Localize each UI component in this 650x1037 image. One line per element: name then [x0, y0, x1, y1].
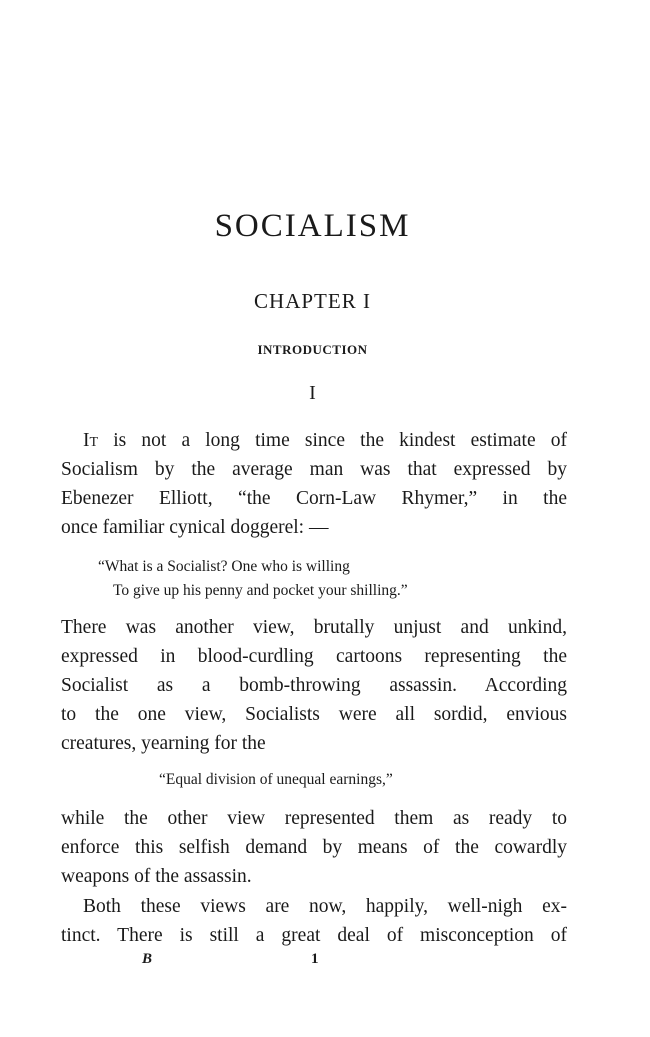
paragraph-line: weapons of the assassin.	[61, 866, 252, 887]
page-number: 1	[311, 951, 319, 967]
section-number: I	[309, 382, 316, 404]
paragraph-line: Both these views are now, happily, well-nigh ex-	[83, 896, 567, 917]
paragraph-line: expressed in blood-curdling cartoons representing the	[61, 646, 567, 667]
chapter-heading: CHAPTER I	[254, 289, 371, 313]
paragraph-line: tinct. There is still a great deal of misconception of	[61, 925, 567, 946]
verse-line: “What is a Socialist? One who is willing	[98, 558, 350, 575]
section-title: INTRODUCTION	[257, 342, 368, 357]
verse-line: To give up his penny and pocket your shilling.”	[113, 582, 408, 599]
paragraph-line: while the other view represented them as ready to	[61, 808, 567, 829]
paragraph-line: Socialism by the average man was that expressed by	[61, 459, 567, 480]
paragraph-1	[61, 426, 567, 542]
paragraph-3	[61, 804, 567, 891]
signature-mark: B	[142, 951, 153, 967]
page-footer	[0, 951, 650, 975]
book-title: SOCIALISM	[214, 208, 411, 244]
paragraph-line: creatures, yearning for the	[61, 733, 266, 754]
paragraph-line: Ebenezer Elliott, “the Corn-Law Rhymer,” in the	[61, 488, 567, 509]
paragraph-line: enforce this selfish demand by means of the cowardly	[61, 837, 567, 858]
paragraph-line	[61, 426, 567, 455]
quote-verse	[0, 555, 650, 603]
paragraph-line: to the one view, Socialists were all sordid, envious	[61, 704, 567, 725]
paragraph-2	[61, 613, 567, 758]
dropcap-word: It	[83, 430, 99, 451]
line-text: is not a long time since the kindest estimate of	[98, 430, 567, 451]
quote-line	[0, 768, 650, 792]
paragraph-line: There was another view, brutally unjust and unkind,	[61, 617, 567, 638]
paragraph-line: once familiar cynical doggerel: —	[61, 517, 329, 538]
paragraph-line: Socialist as a bomb-throwing assassin. According	[61, 675, 567, 696]
verse-line: “Equal division of unequal earnings,”	[159, 771, 393, 788]
paragraph-4	[61, 892, 567, 950]
